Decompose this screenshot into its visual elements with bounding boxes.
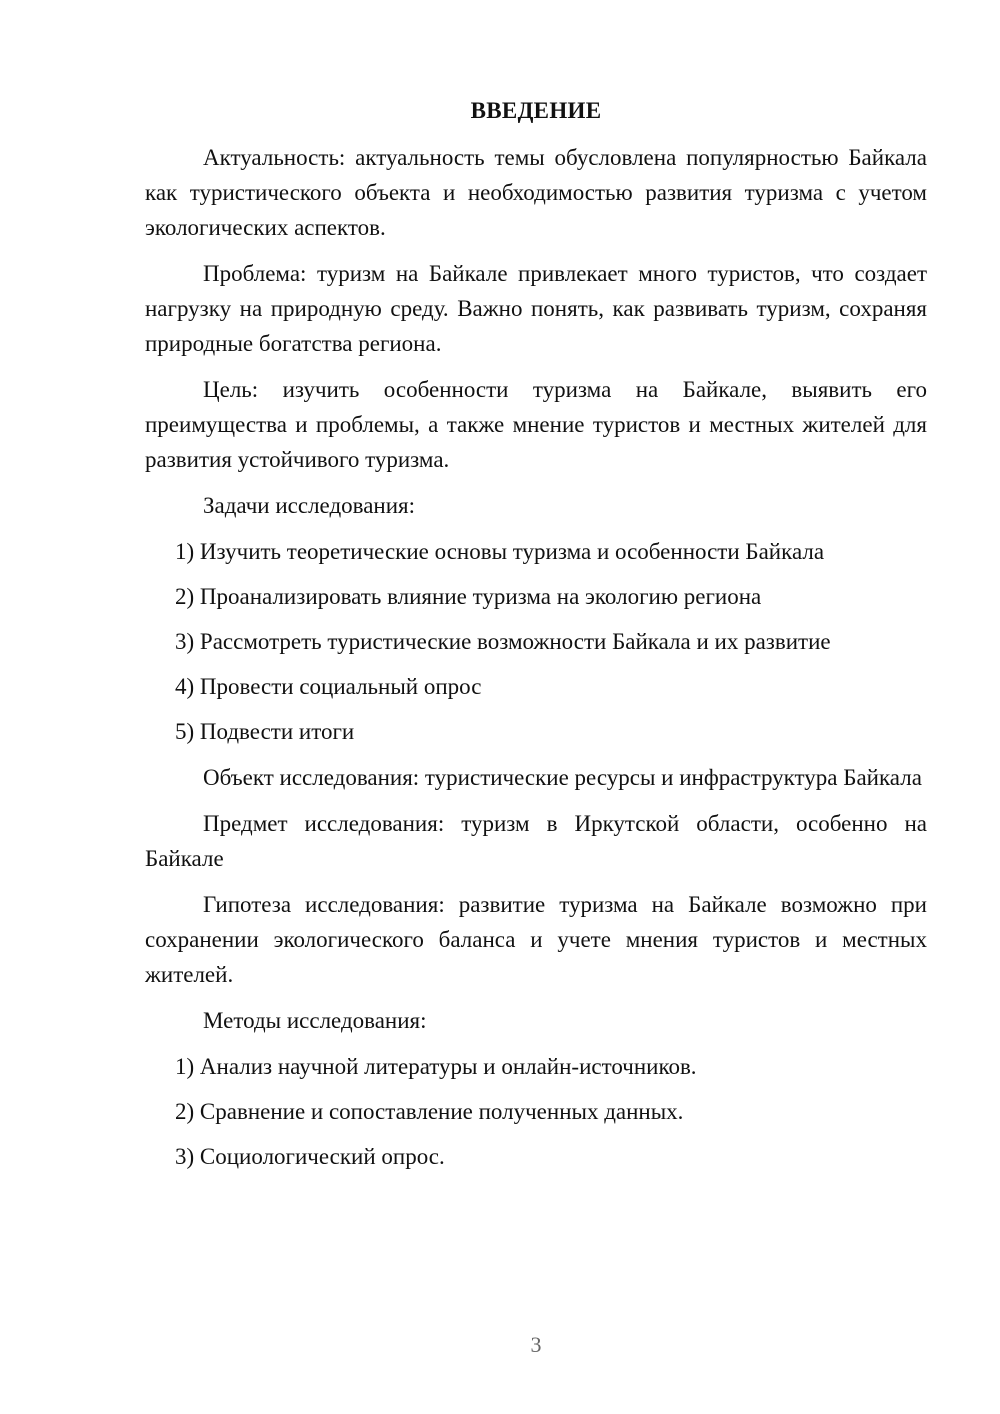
problem-paragraph: Проблема: туризм на Байкале привлекает много туристов, что создает нагрузку на природную среду. Важно понять, как развивать туризм, сохраняя природные богатства региона. xyxy=(145,261,927,356)
subject-paragraph: Предмет исследования: туризм в Иркутской области, особенно на Байкале xyxy=(145,811,927,871)
object-paragraph: Объект исследования: туристические ресурсы и инфраструктура Байкала xyxy=(203,765,922,790)
page-content xyxy=(145,96,927,1185)
methods-heading: Методы исследования: xyxy=(203,1008,427,1033)
methods-list xyxy=(145,1049,927,1174)
tasks-list xyxy=(145,534,927,749)
list-item: 2) Проанализировать влияние туризма на экологию региона xyxy=(175,584,762,609)
relevance-paragraph: Актуальность: актуальность темы обусловлена популярностью Байкала как туристического объекта и необходимостью развития туризма с учетом экологических аспектов. xyxy=(145,145,927,240)
list-item: 1) Изучить теоретические основы туризма и особенности Байкала xyxy=(175,539,825,564)
list-item: 2) Сравнение и сопоставление полученных данных. xyxy=(175,1099,684,1124)
list-item: 3) Рассмотреть туристические возможности Байкала и их развитие xyxy=(175,629,831,654)
page-title: ВВЕДЕНИЕ xyxy=(470,98,602,123)
list-item: 1) Анализ научной литературы и онлайн-источников. xyxy=(175,1054,697,1079)
page-number: 3 xyxy=(530,1332,542,1357)
tasks-heading: Задачи исследования: xyxy=(203,493,416,518)
list-item: 3) Социологический опрос. xyxy=(175,1144,445,1169)
list-item: 4) Провести социальный опрос xyxy=(175,674,482,699)
list-item: 5) Подвести итоги xyxy=(175,719,355,744)
hypothesis-paragraph: Гипотеза исследования: развитие туризма на Байкале возможно при сохранении экологического баланса и учете мнения туристов и местных жителей. xyxy=(145,892,927,987)
goal-paragraph: Цель: изучить особенности туризма на Байкале, выявить его преимущества и проблемы, а также мнение туристов и местных жителей для развития устойчивого туризма. xyxy=(145,377,927,472)
